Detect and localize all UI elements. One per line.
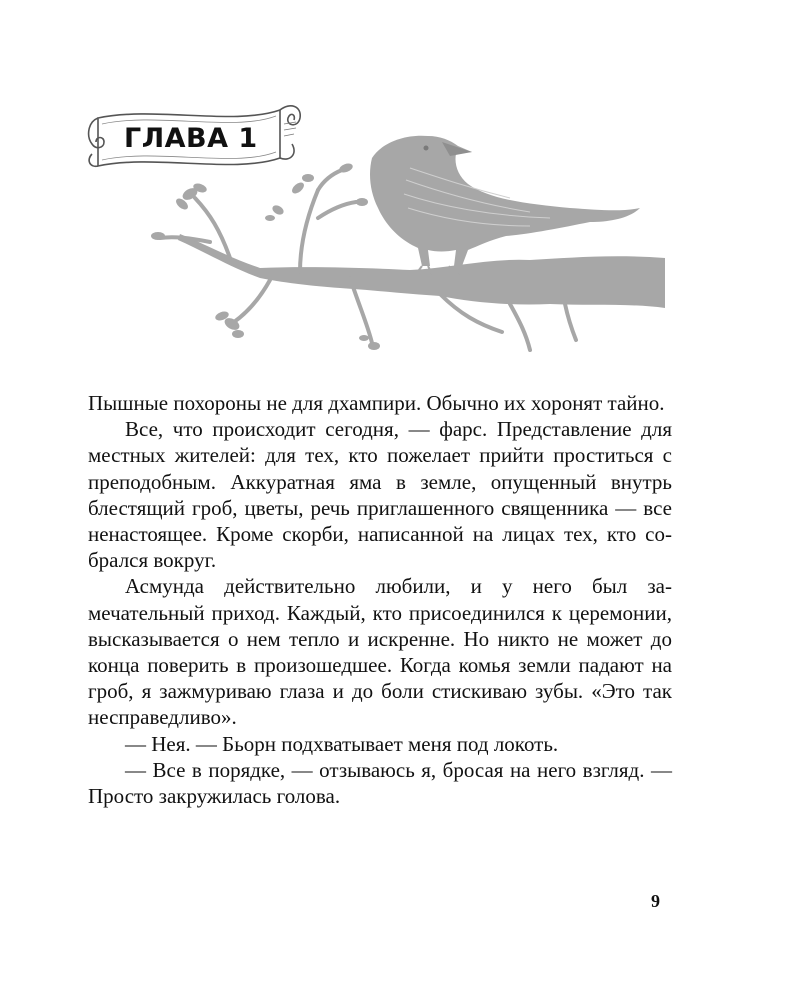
paragraph: Все, что происходит сегодня, — фарс. Представление для местных жителей: для тех, кто пожелает прийти проститься с преподобным. Аккуратная яма в земле, опущенный внутрь блестящий гроб, цветы, речь приглашенного священника — все ненастоящее. Кроме скорби, написанной на лицах тех, кто собрался вокруг. xyxy=(88,417,672,573)
paragraph: — Все в порядке, — отзываюсь я, бросая на него взгляд. — Просто закружилась голова. xyxy=(88,757,672,809)
raven-branch-illustration xyxy=(110,118,670,363)
paragraph: Пышные похороны не для дхампири. Обычно их хоронят тайно. xyxy=(88,391,665,415)
body-text xyxy=(88,390,672,809)
page-number: 9 xyxy=(651,891,660,911)
paragraph: — Нея. — Бьорн подхватывает меня под локоть. xyxy=(125,731,559,756)
paragraph: Асмунда действительно любили, и у него был замечательный приход. Каждый, кто присоединился к церемонии, высказывается о нем тепло и искренне. Но никто не может до конца поверить в произошедшее. Когда комья земли падают на гроб, я зажмуриваю глаза и до боли стискиваю зубы. «Это так несправедливо». xyxy=(88,574,672,730)
chapter-title: ГЛАВА 1 xyxy=(124,123,258,154)
